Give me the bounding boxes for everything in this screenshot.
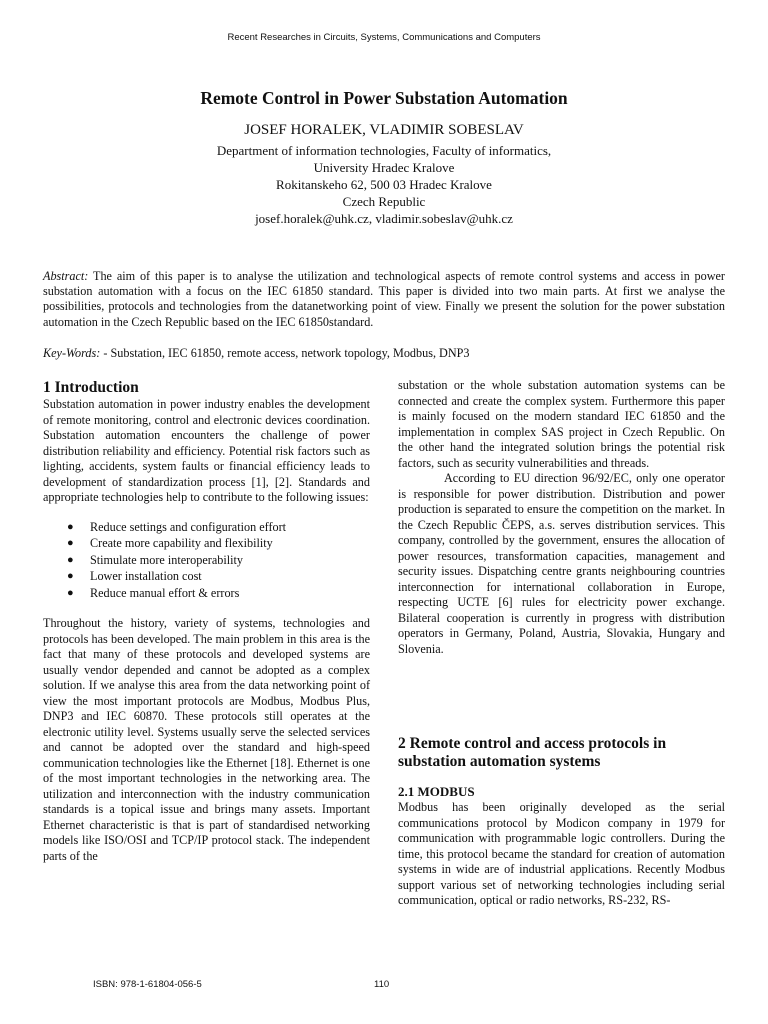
abstract	[43, 269, 725, 330]
abstract-label: Abstract:	[43, 269, 89, 283]
affiliation-line: University Hradec Kralove	[313, 160, 455, 175]
affiliation-line: Rokitanskeho 62, 500 03 Hradec Kralove	[276, 177, 492, 192]
list-item: ● Reduce manual effort & errors	[67, 585, 240, 600]
section-heading-remote-control: 2 Remote control and access protocols in substation automation systems	[398, 735, 667, 770]
bullet-icon: ●	[67, 553, 74, 566]
affiliation-line: Department of information technologies, Faculty of informatics,	[216, 143, 552, 158]
paper-title: Remote Control in Power Substation Automation	[200, 88, 568, 108]
right-column	[398, 378, 725, 657]
section-heading-introduction: 1 Introduction	[43, 379, 139, 396]
left-column	[43, 379, 370, 864]
abstract-text: The aim of this paper is to analyse the utilization and technological aspects of remote control systems and access in power substation automation with a focus on the IEC 61850 standard. This paper is divided into two main parts. At first we analyse the possibilities, protocols and technologies from the datanetworking point of view. Finally we present the solution for the power substation automation in the Czech Republic based on the IEC 61850standard.	[43, 269, 725, 329]
list-item: ● Stimulate more interoperability	[67, 552, 243, 567]
isbn: ISBN: 978-1-61804-056-5	[93, 979, 202, 990]
intro-paragraph-3: substation or the whole substation automation systems can be connected and create the complex system. Furthermore this paper is mainly focused on the modern standard IEC 61850 and the implementation in complex SAS project in Czech Republic. On the other hand the integrated solution brings the potential risk factors, such as security vulnerabilities and threads.	[398, 378, 725, 470]
keywords-text: - Substation, IEC 61850, remote access, network topology, Modbus, DNP3	[100, 346, 470, 360]
intro-paragraph-1: Substation automation in power industry enables the development of remote monitoring, control and electronic devices coordination. Substation automation encounters the challenge of power distribution reliability and efficiency. Potential risk factors such as lighting, accidents, system faults or financial efficiency leads to development of standardization process [1], [2]. Standards and appropriate technologies help to contribute to the following issues:	[43, 397, 370, 504]
bullet-icon: ●	[67, 520, 74, 533]
keywords	[43, 346, 725, 361]
bullet-icon: ●	[67, 570, 74, 582]
bullet-icon: ●	[67, 586, 74, 599]
modbus-paragraph: Modbus has been originally developed as the serial communications protocol by Modicon company in 1979 for communication with programmable logic controllers. During the time, this protocol became the standard for creation of automation systems in wide are of industrial applications. Recently Modbus support various set of networking technologies including serial communication, optical or radio networks, RS-232, RS-	[398, 800, 725, 907]
running-header: Recent Researches in Circuits, Systems, Communications and Computers	[227, 32, 541, 43]
affiliation-block	[0, 142, 768, 227]
page-number: 110	[374, 979, 390, 990]
keywords-label: Key-Words:	[43, 346, 101, 360]
author-emails: josef.horalek@uhk.cz, vladimir.sobeslav@uhk.cz	[255, 211, 513, 226]
list-item: ● Reduce settings and configuration effort	[67, 519, 287, 534]
issues-list	[43, 519, 370, 602]
bullet-icon: ●	[67, 537, 74, 549]
affiliation-line: Czech Republic	[342, 194, 426, 209]
section2	[398, 735, 725, 909]
intro-paragraph-4: According to EU direction 96/92/EC, only one operator is responsible for power distribution. Distribution and power production is separated to ensure the competition on the market. In the Czech Republic ČEPS, a.s. serves distribution services. This company, controlled by the government, ensures the allocation of power resources, transformation capacities, management and security issues. Dispatching centre grants neighbouring countries interconnection for international collaboration in Europe, respecting UCTE [6] rules for electricity power exchange. Bilateral cooperation is currently in progress with distribution operators in Germany, Poland, Austria, Slovakia, Hungary and Slovenia.	[398, 471, 725, 656]
list-item: ● Lower installation cost	[67, 569, 202, 583]
list-item: ● Create more capability and flexibility	[67, 536, 273, 550]
intro-paragraph-2: Throughout the history, variety of systems, technologies and protocols has been developed. The main problem in this area is the fact that many of these protocols and developed systems are usually vendor depended and cannot be adopted as a complex solution. If we analyse this area from the data networking point of view the most important protocols are Modbus, Modbus Plus, DNP3 and IEC 60870. These protocols still operates at the electronic utility level. Systems usually serve the selected services and cannot be adopted over the standard and high-speed communication technologies like the Ethernet [18]. Ethernet is one of the most important technologies in the networking area. The utilization and interconnection with the industry communication standards is a topical issue and brings many assets. Important Ethernet characteristic is that is part of standardised networking models like ISO/OSI and TCP/IP protocol stack. The independent parts of the	[43, 616, 370, 863]
subsection-heading-modbus: 2.1 MODBUS	[398, 784, 475, 799]
paper-authors: JOSEF HORALEK, VLADIMIR SOBESLAV	[244, 122, 524, 138]
